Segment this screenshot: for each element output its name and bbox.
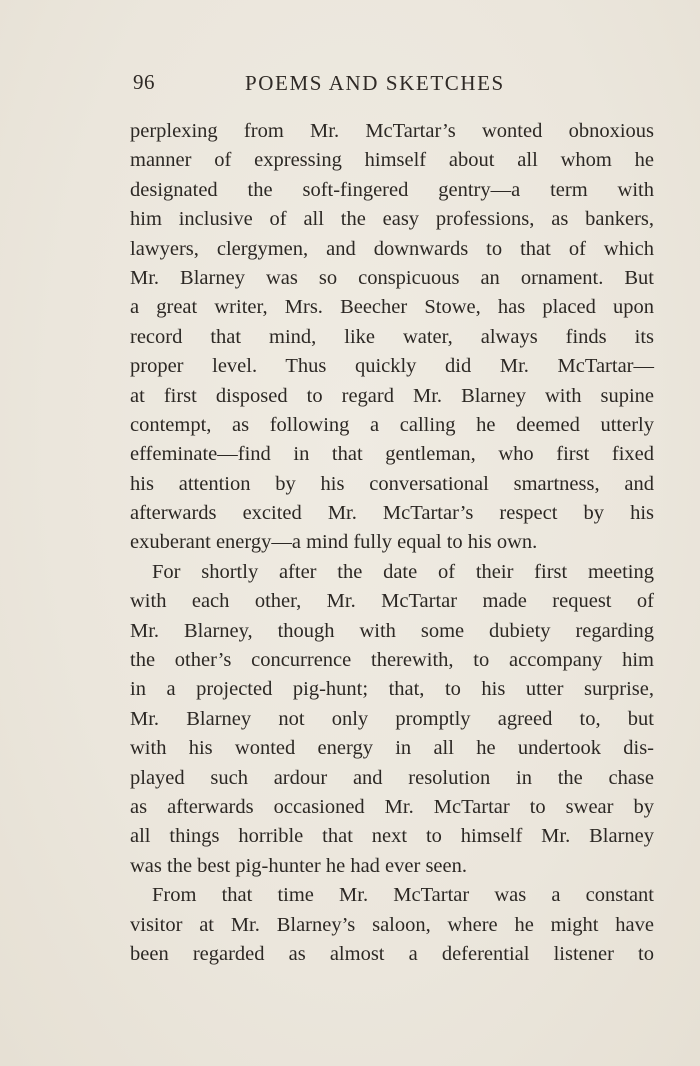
text-line: at first disposed to regard Mr. Blarney with supine <box>130 384 654 407</box>
page-header <box>133 70 653 100</box>
text-line: For shortly after the date of their first meeting <box>152 560 654 583</box>
text-line: afterwards excited Mr. McTartar’s respect by his <box>130 502 654 525</box>
page-number: 96 <box>133 70 155 94</box>
text-line: manner of expressing himself about all whom he <box>130 149 654 172</box>
text-line: contempt, as following a calling he deemed utterly <box>130 413 654 436</box>
body-text <box>130 117 654 969</box>
text-line: been regarded as almost a deferential listener to <box>130 942 654 965</box>
paragraph-3 <box>130 881 654 969</box>
text-line: with his wonted energy in all he undertook dis- <box>130 737 654 760</box>
text-line: with each other, Mr. McTartar made request of <box>130 590 654 613</box>
text-line: exuberant energy—a mind fully equal to his own. <box>130 531 538 554</box>
text-line: the other’s concurrence therewith, to accompany him <box>130 649 654 672</box>
text-line: all things horrible that next to himself Mr. Blarney <box>130 825 654 848</box>
paragraph-2 <box>130 558 654 881</box>
text-line: was the best pig-hunter he had ever seen. <box>130 854 467 877</box>
text-line: as afterwards occasioned Mr. McTartar to swear by <box>130 795 654 818</box>
text-line: Mr. Blarney was so conspicuous an ornament. But <box>130 266 654 289</box>
text-line: effeminate—find in that gentleman, who first fixed <box>130 443 654 466</box>
text-line: perplexing from Mr. McTartar’s wonted obnoxious <box>130 120 654 142</box>
text-line: Mr. Blarney not only promptly agreed to, but <box>130 707 654 730</box>
text-line: played such ardour and resolution in the chase <box>130 766 654 789</box>
text-line: in a projected pig-hunt; that, to his utter surprise, <box>130 678 654 701</box>
text-line: Mr. Blarney, though with some dubiety regarding <box>130 619 654 642</box>
text-line: proper level. Thus quickly did Mr. McTartar— <box>130 355 654 378</box>
text-line: designated the soft-fingered gentry—a term with <box>130 178 654 201</box>
paragraph-1 <box>130 117 654 558</box>
text-line: a great writer, Mrs. Beecher Stowe, has placed upon <box>130 296 654 319</box>
text-line: visitor at Mr. Blarney’s saloon, where he might have <box>130 913 654 936</box>
text-line: his attention by his conversational smartness, and <box>130 472 654 495</box>
text-line: lawyers, clergymen, and downwards to that of which <box>130 237 654 260</box>
text-line: him inclusive of all the easy professions, as bankers, <box>130 208 654 231</box>
text-line: record that mind, like water, always finds its <box>130 325 654 348</box>
running-title: POEMS AND SKETCHES <box>245 71 505 95</box>
text-line: From that time Mr. McTartar was a constant <box>152 884 654 907</box>
